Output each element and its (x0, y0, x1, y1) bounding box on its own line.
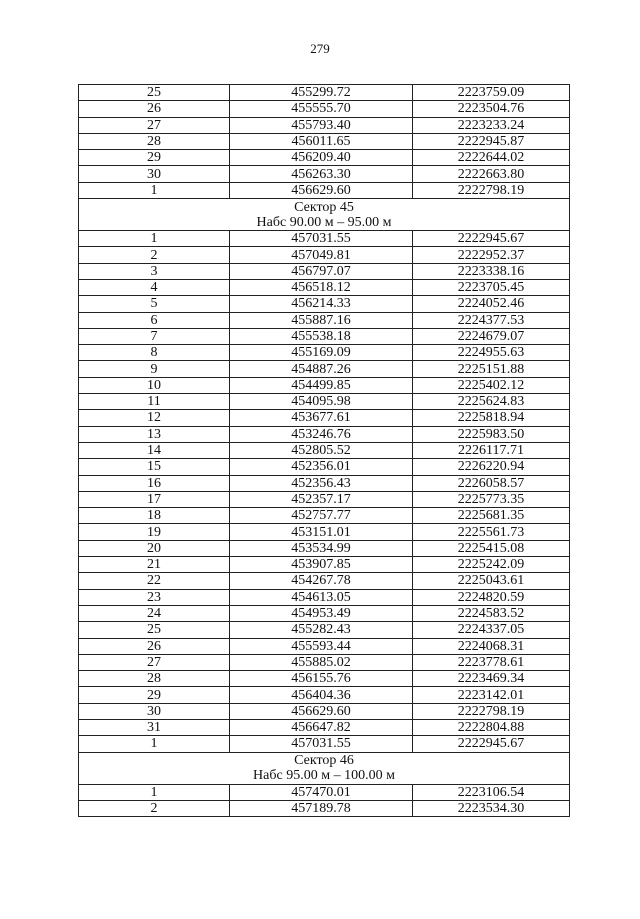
y-coordinate-cell: 2222952.37 (413, 247, 570, 263)
x-coordinate-cell: 456629.60 (230, 182, 413, 198)
x-coordinate-cell: 457031.55 (230, 231, 413, 247)
table-row (79, 345, 570, 361)
x-coordinate-cell: 456404.36 (230, 687, 413, 703)
x-coordinate-cell: 456209.40 (230, 150, 413, 166)
point-number-cell: 30 (79, 703, 230, 719)
table-row (79, 784, 570, 800)
x-coordinate-cell: 456155.76 (230, 671, 413, 687)
y-coordinate-cell: 2224377.53 (413, 312, 570, 328)
point-number-cell: 10 (79, 377, 230, 393)
point-number-cell: 22 (79, 573, 230, 589)
y-coordinate-cell: 2223338.16 (413, 263, 570, 279)
table-row (79, 442, 570, 458)
x-coordinate-cell: 456011.65 (230, 133, 413, 149)
y-coordinate-cell: 2223142.01 (413, 687, 570, 703)
point-number-cell: 28 (79, 133, 230, 149)
y-coordinate-cell: 2225624.83 (413, 394, 570, 410)
point-number-cell: 14 (79, 442, 230, 458)
y-coordinate-cell: 2225151.88 (413, 361, 570, 377)
point-number-cell: 31 (79, 719, 230, 735)
point-number-cell: 25 (79, 622, 230, 638)
point-number-cell: 19 (79, 524, 230, 540)
x-coordinate-cell: 455793.40 (230, 117, 413, 133)
table-row (79, 312, 570, 328)
y-coordinate-cell: 2225681.35 (413, 508, 570, 524)
x-coordinate-cell: 456797.07 (230, 263, 413, 279)
point-number-cell: 28 (79, 671, 230, 687)
table-row (79, 703, 570, 719)
table-row (79, 377, 570, 393)
table-row (79, 133, 570, 149)
table-row (79, 166, 570, 182)
x-coordinate-cell: 452805.52 (230, 442, 413, 458)
table-row (79, 85, 570, 101)
point-number-cell: 1 (79, 182, 230, 198)
y-coordinate-cell: 2225402.12 (413, 377, 570, 393)
x-coordinate-cell: 456647.82 (230, 719, 413, 735)
table-row (79, 117, 570, 133)
point-number-cell: 24 (79, 605, 230, 621)
x-coordinate-cell: 452757.77 (230, 508, 413, 524)
point-number-cell: 7 (79, 328, 230, 344)
point-number-cell: 23 (79, 589, 230, 605)
table-row (79, 671, 570, 687)
table-row (79, 150, 570, 166)
y-coordinate-cell: 2222798.19 (413, 182, 570, 198)
x-coordinate-cell: 456214.33 (230, 296, 413, 312)
table-row (79, 622, 570, 638)
sector-header-row (79, 199, 570, 231)
x-coordinate-cell: 453907.85 (230, 557, 413, 573)
table-row (79, 459, 570, 475)
sector-title: Сектор 45 (294, 199, 354, 215)
sector-header (79, 752, 570, 784)
y-coordinate-cell: 2226117.71 (413, 442, 570, 458)
sector-title: Сектор 46 (294, 753, 354, 769)
table-row (79, 605, 570, 621)
y-coordinate-cell: 2222804.88 (413, 719, 570, 735)
x-coordinate-cell: 455169.09 (230, 345, 413, 361)
x-coordinate-cell: 457049.81 (230, 247, 413, 263)
table-row (79, 426, 570, 442)
x-coordinate-cell: 453246.76 (230, 426, 413, 442)
coordinates-table (78, 84, 570, 817)
table-row (79, 638, 570, 654)
table-row (79, 361, 570, 377)
point-number-cell: 1 (79, 736, 230, 752)
y-coordinate-cell: 2223504.76 (413, 101, 570, 117)
x-coordinate-cell: 455887.16 (230, 312, 413, 328)
page-number: 279 (310, 41, 330, 56)
table-row (79, 687, 570, 703)
x-coordinate-cell: 455299.72 (230, 85, 413, 101)
y-coordinate-cell: 2225561.73 (413, 524, 570, 540)
point-number-cell: 26 (79, 638, 230, 654)
table-row (79, 101, 570, 117)
point-number-cell: 2 (79, 247, 230, 263)
table-row (79, 394, 570, 410)
point-number-cell: 9 (79, 361, 230, 377)
point-number-cell: 26 (79, 101, 230, 117)
table-row (79, 557, 570, 573)
y-coordinate-cell: 2223106.54 (413, 784, 570, 800)
point-number-cell: 1 (79, 784, 230, 800)
y-coordinate-cell: 2225818.94 (413, 410, 570, 426)
table-row (79, 800, 570, 816)
x-coordinate-cell: 456263.30 (230, 166, 413, 182)
y-coordinate-cell: 2222644.02 (413, 150, 570, 166)
point-number-cell: 3 (79, 263, 230, 279)
x-coordinate-cell: 457189.78 (230, 800, 413, 816)
x-coordinate-cell: 456518.12 (230, 279, 413, 295)
x-coordinate-cell: 454095.98 (230, 394, 413, 410)
point-number-cell: 21 (79, 557, 230, 573)
y-coordinate-cell: 2223705.45 (413, 279, 570, 295)
y-coordinate-cell: 2225242.09 (413, 557, 570, 573)
y-coordinate-cell: 2222945.67 (413, 736, 570, 752)
y-coordinate-cell: 2224820.59 (413, 589, 570, 605)
y-coordinate-cell: 2223469.34 (413, 671, 570, 687)
y-coordinate-cell: 2225983.50 (413, 426, 570, 442)
table-row (79, 296, 570, 312)
table-row (79, 654, 570, 670)
y-coordinate-cell: 2226058.57 (413, 475, 570, 491)
point-number-cell: 12 (79, 410, 230, 426)
point-number-cell: 1 (79, 231, 230, 247)
y-coordinate-cell: 2224583.52 (413, 605, 570, 621)
point-number-cell: 20 (79, 540, 230, 556)
table-row (79, 410, 570, 426)
y-coordinate-cell: 2222945.87 (413, 133, 570, 149)
x-coordinate-cell: 455885.02 (230, 654, 413, 670)
y-coordinate-cell: 2224955.63 (413, 345, 570, 361)
table-row (79, 736, 570, 752)
table-row (79, 263, 570, 279)
table-row (79, 231, 570, 247)
x-coordinate-cell: 454887.26 (230, 361, 413, 377)
point-number-cell: 29 (79, 687, 230, 703)
point-number-cell: 5 (79, 296, 230, 312)
x-coordinate-cell: 452356.43 (230, 475, 413, 491)
sector-height-range: Набс 95.00 м – 100.00 м (253, 768, 395, 784)
table-row (79, 475, 570, 491)
table-row (79, 328, 570, 344)
sector-height-range: Набс 90.00 м – 95.00 м (256, 214, 392, 230)
sector-header (79, 199, 570, 231)
table-row (79, 524, 570, 540)
x-coordinate-cell: 457031.55 (230, 736, 413, 752)
x-coordinate-cell: 454267.78 (230, 573, 413, 589)
x-coordinate-cell: 454613.05 (230, 589, 413, 605)
y-coordinate-cell: 2223534.30 (413, 800, 570, 816)
y-coordinate-cell: 2226220.94 (413, 459, 570, 475)
y-coordinate-cell: 2222798.19 (413, 703, 570, 719)
y-coordinate-cell: 2225043.61 (413, 573, 570, 589)
x-coordinate-cell: 455593.44 (230, 638, 413, 654)
point-number-cell: 8 (79, 345, 230, 361)
x-coordinate-cell: 455538.18 (230, 328, 413, 344)
sector-header-row (79, 752, 570, 784)
x-coordinate-cell: 453534.99 (230, 540, 413, 556)
table-row (79, 540, 570, 556)
x-coordinate-cell: 455282.43 (230, 622, 413, 638)
point-number-cell: 13 (79, 426, 230, 442)
y-coordinate-cell: 2225415.08 (413, 540, 570, 556)
x-coordinate-cell: 456629.60 (230, 703, 413, 719)
y-coordinate-cell: 2222945.67 (413, 231, 570, 247)
point-number-cell: 4 (79, 279, 230, 295)
y-coordinate-cell: 2225773.35 (413, 491, 570, 507)
y-coordinate-cell: 2224068.31 (413, 638, 570, 654)
x-coordinate-cell: 452356.01 (230, 459, 413, 475)
point-number-cell: 17 (79, 491, 230, 507)
table-row (79, 573, 570, 589)
point-number-cell: 25 (79, 85, 230, 101)
table-row (79, 247, 570, 263)
x-coordinate-cell: 454499.85 (230, 377, 413, 393)
point-number-cell: 16 (79, 475, 230, 491)
y-coordinate-cell: 2223778.61 (413, 654, 570, 670)
x-coordinate-cell: 454953.49 (230, 605, 413, 621)
x-coordinate-cell: 452357.17 (230, 491, 413, 507)
point-number-cell: 18 (79, 508, 230, 524)
point-number-cell: 11 (79, 394, 230, 410)
table-row (79, 182, 570, 198)
point-number-cell: 27 (79, 654, 230, 670)
point-number-cell: 27 (79, 117, 230, 133)
y-coordinate-cell: 2224679.07 (413, 328, 570, 344)
y-coordinate-cell: 2224052.46 (413, 296, 570, 312)
point-number-cell: 15 (79, 459, 230, 475)
x-coordinate-cell: 453677.61 (230, 410, 413, 426)
point-number-cell: 2 (79, 800, 230, 816)
point-number-cell: 29 (79, 150, 230, 166)
table-row (79, 279, 570, 295)
x-coordinate-cell: 455555.70 (230, 101, 413, 117)
y-coordinate-cell: 2223233.24 (413, 117, 570, 133)
table-row (79, 719, 570, 735)
y-coordinate-cell: 2222663.80 (413, 166, 570, 182)
point-number-cell: 30 (79, 166, 230, 182)
table-row (79, 508, 570, 524)
y-coordinate-cell: 2224337.05 (413, 622, 570, 638)
table-row (79, 491, 570, 507)
x-coordinate-cell: 457470.01 (230, 784, 413, 800)
x-coordinate-cell: 453151.01 (230, 524, 413, 540)
table-row (79, 589, 570, 605)
point-number-cell: 6 (79, 312, 230, 328)
y-coordinate-cell: 2223759.09 (413, 85, 570, 101)
